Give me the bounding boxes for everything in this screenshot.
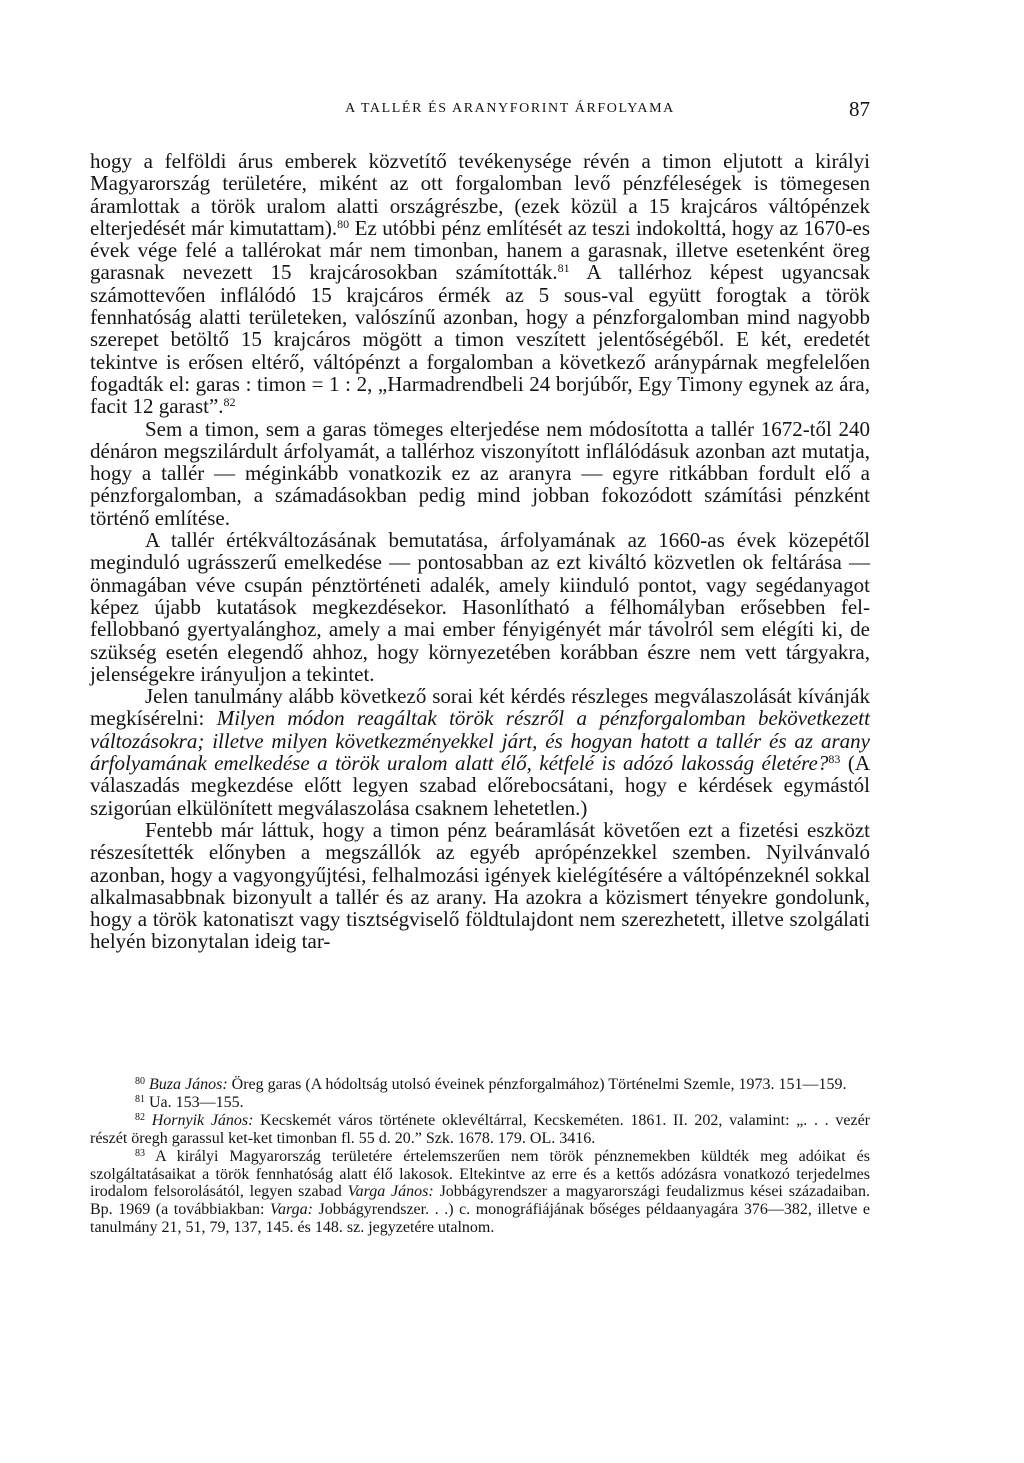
footnote-83-text-a: A királyi Magyarország területére értelemszerűen nem török pénznemekben küldték meg adóikat és szolgáltatásaikat a török fennhatóság alatt élő lakosok. Eltekintve az erre és a kettős adózásra vonatkozó terjedelmes irodalom felsorolásától, legyen szabad [90, 1147, 870, 1201]
footnote-83 [90, 1148, 870, 1238]
paragraph-5: Fentebb már láttuk, hogy a timon pénz beáramlását követően ezt a fizetési eszközt részesítették előnyben a megszállók az egyéb aprópénzekkel szemben. Nyilvánvaló azonban, hogy a vagyongyűjtési, felhalmozási igények kielégítésére a váltópénzeknél sokkal alkalmasabbnak bizonyult a tallér és az arany. Ha azokra a közismert tényekre gondolunk, hogy a török katonatiszt vagy tisztségviselő földtulajdont nem szerezhetett, illetve szolgálati helyén bizonytalan ideig tar- [90, 817, 870, 954]
footnote-83-text-c: Jobbágyrendszer. . .) c. monográfiájának bőséges példaanyagára 376—382, illetve e tanulmány 21, 51, 79, 137, 145. és 148. sz. jegyzetére utalnom. [90, 1201, 870, 1237]
running-title: A TALLÉR ÉS ARANYFORINT ÁRFOLYAMA [345, 101, 675, 116]
footnote-83-number: 83 [135, 1147, 145, 1159]
paragraph-4 [90, 685, 870, 819]
footnote-82-author: Hornyik János: [151, 1111, 254, 1129]
footnote-80-number: 80 [135, 1076, 145, 1087]
footnote-82-text: Kecskemét város története oklevéltárral, Kecskeméten. 1861. II. 202, valamint: „. . . vezér részét öregh garassul ket-ket timonban fl. 55 d. 20.” Szk. 1678. 179. OL. 3416. [90, 1111, 871, 1147]
footnote-82-number: 82 [135, 1111, 145, 1123]
footnote-83-text-b: Jobbágyrendszer a magyarországi feudalizmus kései századaiban. Bp. 1969 (a továbbiakban: [90, 1183, 870, 1219]
footnote-80-text: Öreg garas (A hódoltság utolsó éveinek pénzforgalmához) Történelmi Szemle, 1973. 151—159. [227, 1076, 847, 1093]
footnote-81-text: Ua. 153—155. [145, 1093, 244, 1111]
footnote-83-author-2: Varga: [269, 1201, 313, 1219]
paragraph-2: Sem a timon, sem a garas tömeges elterjedése nem módosította a tallér 1672-től 240 dénáron megszilárdult árfolyamát, a tallérhoz viszonyított inflálódásuk azonban azt mutatja, hogy a tallér — méginkább vonatkozik ez az aranyra — egyre ritkábban fordult elő a pénzforgalomban, a számadásokban pedig mind jobban fokozódott számítási pénzként történő említése. [90, 416, 870, 530]
paragraph-4-part-b: (A válaszadás megkezdése előtt legyen szabad előrebocsátani, hogy e kérdések egymástól szigorúan elkülönített megválaszolása csaknem lehetetlen.) [90, 751, 870, 820]
paragraph-1-part-a: hogy a felföldi árus emberek közvetítő tevékenysége révén a timon eljutott a királyi Magyarország területére, miként az ott forgalomban levő pénzféleségek is tömegesen áramlottak a török uralom alatti országrészbe, (ezek közül a 15 krajcáros váltópénzek elterjedését már kimutattam). [90, 149, 870, 240]
footnote-81 [90, 1094, 870, 1112]
paragraph-1 [90, 150, 870, 418]
footnote-ref-80: 80 [337, 216, 350, 231]
footnote-ref-81: 81 [557, 261, 570, 276]
paragraph-1-part-c: A tallérhoz képest ugyancsak számottevően inflálódó 15 krajcáros érmék az 5 sous-val együtt forogtak a török fennhatóság alatti területeken, valószínű azonban, hogy a pénzforgalomban mind nagyobb szerepet betöltő 15 krajcáros mögött a timon veszített jelentőségéből. E két, eredetét tekintve is erősen eltérő, váltópénzt a forgalomban a következő aránypárnak megfelelően fogadták el: garas : timon = 1 : 2, „Harmadrendbeli 24 borjúbőr, Egy Timony egynek az ára, facit 12 garast”. [90, 260, 870, 419]
footnote-80-author: Buza János: [149, 1076, 228, 1093]
page-number: 87 [849, 97, 870, 121]
footnotes [90, 1076, 870, 1237]
footnote-80 [90, 1076, 870, 1094]
page-header [150, 96, 870, 122]
footnote-81-number: 81 [135, 1093, 145, 1105]
footnote-ref-82: 82 [223, 395, 236, 410]
footnote-82 [90, 1112, 870, 1148]
footnote-83-author-1: Varga János: [347, 1183, 434, 1201]
paragraph-1-part-b: Ez utóbbi pénz említését az teszi indokolttá, hogy az 1670-es évek vége felé a tallérokat már nem timonban, hanem a garasnak, illetve esetenként öreg garasnak nevezett 15 krajcárosokban számították. [90, 215, 870, 285]
main-text [90, 150, 870, 953]
footnote-ref-83: 83 [828, 752, 841, 767]
paragraph-3: A tallér értékváltozásának bemutatása, árfolyamának az 1660-as évek közepétől meginduló ugrásszerű emelkedése — pontosabban az ezt kiváltó közvetlen ok feltárása — önmagában véve csupán pénztörténeti adalék, amely kiinduló pontot, vagy segédanyagot képez újabb kutatások megkezdésekor. Hasonlítható a félhomályban erősebben fel-fellobbanó gyertyalánghoz, amely a mai ember fényigényét már távolról sem elégíti ki, de szükség esetén elegendő ahhoz, hogy környezetében korábban észre nem vett tárgyakra, jelenségekre irányuljon a tekintet. [90, 528, 870, 686]
paragraph-4-part-a: Jelen tanulmány alább következő sorai két kérdés részleges megválaszolását kívánják megkísérelni: [90, 684, 870, 731]
research-question: Milyen módon reagáltak török részről a pénzforgalomban bekövetkezett változásokra; illetve milyen következményekkel járt, és hogyan hatott a tallér és az arany árfolyamának emelkedése a török uralom alatt élő, kétfelé is adózó lakosság életére? [90, 706, 870, 776]
